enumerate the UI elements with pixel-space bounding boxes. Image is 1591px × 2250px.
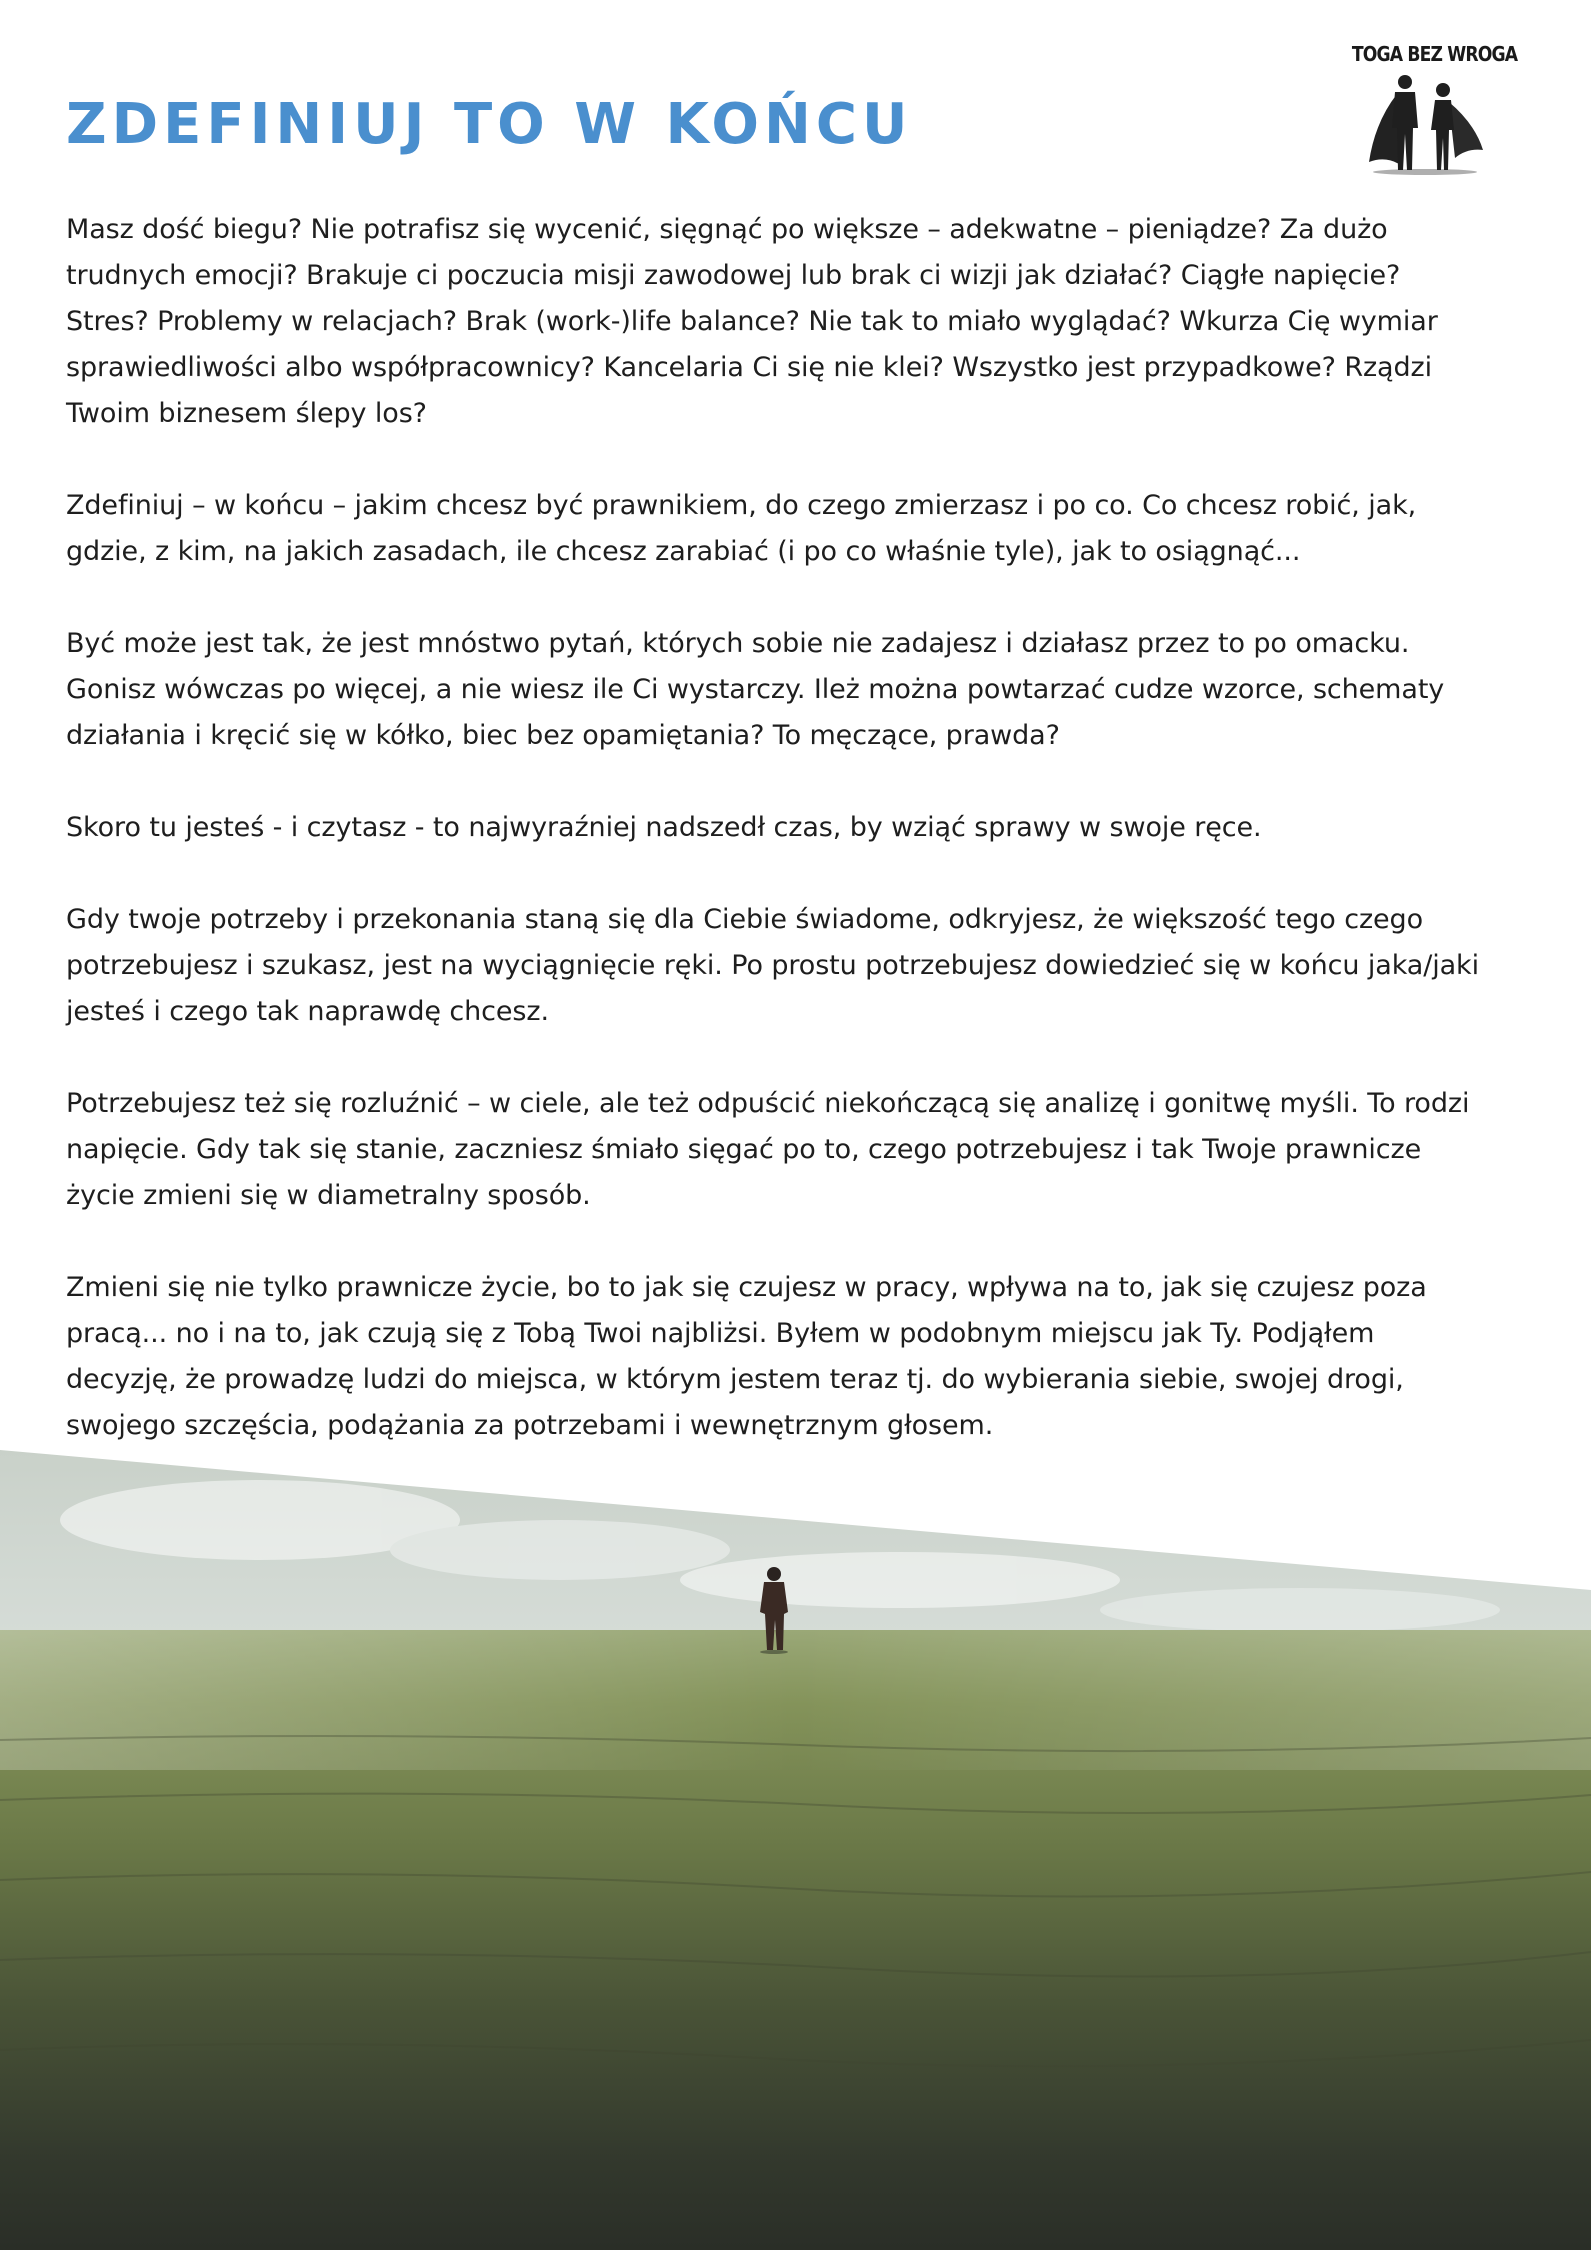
field-landscape-image [0,1440,1591,2250]
paragraph: Skoro tu jesteś - i czytasz - to najwyraźniej nadszedł czas, by wziąć sprawy w swoje ręce. [66,812,1262,843]
paragraph: Zdefiniuj – w końcu – jakim chcesz być prawnikiem, do czego zmierzasz i po co. Co chcesz robić, jak, gdzie, z kim, na jakich zasadach, ile chcesz zarabiać (i po co właśnie tyle), jak to osiągnąć... [66,490,1417,567]
superhero-lawyers-icon [1355,72,1495,176]
paragraph: Gdy twoje potrzeby i przekonania staną się dla Ciebie świadome, odkryjesz, że większość tego czego potrzebujesz i szukasz, jest na wyciągnięcie ręki. Po prostu potrzebujesz dowiedzieć się w końcu jaka/jaki jesteś i czego tak naprawdę chcesz. [66,904,1479,1027]
paragraph: Być może jest tak, że jest mnóstwo pytań, których sobie nie zadajesz i działasz przez to po omacku. Gonisz wówczas po więcej, a nie wiesz ile Ci wystarczy. Ileż można powtarzać cudze wzorce, schematy działania i kręcić się w kółko, biec bez opamiętania? To męczące, prawda? [66,628,1445,751]
brand-logo [1340,42,1518,192]
logo-text: TOGA BEZ WROGA [1351,42,1518,66]
article-body [66,207,1486,1495]
paragraph: Zmieni się nie tylko prawnicze życie, bo to jak się czujesz w pracy, wpływa na to, jak się czujesz poza pracą... no i na to, jak czują się z Tobą Twoi najbliżsi. Byłem w podobnym miejscu jak Ty. Podjąłem decyzję, że prowadzę ludzi do miejsca, w którym jestem teraz tj. do wybierania siebie, swojej drogi, swojego szczęścia, podążania za potrzebami i wewnętrznym głosem. [66,1272,1427,1441]
page-title: ZDEFINIUJ TO W KOŃCU [66,92,913,157]
paragraph: Potrzebujesz też się rozluźnić – w ciele, ale też odpuścić niekończącą się analizę i gonitwę myśli. To rodzi napięcie. Gdy tak się stanie, zaczniesz śmiało sięgać po to, czego potrzebujesz i tak Twoje prawnicze życie zmieni się w diametralny sposób. [66,1088,1470,1211]
paragraph: Masz dość biegu? Nie potrafisz się wycenić, sięgnąć po większe – adekwatne – pieniądze? Za dużo trudnych emocji? Brakuje ci poczucia misji zawodowej lub brak ci wizji jak działać? Ciągłe napięcie? Stres? Problemy w relacjach? Brak (work-)life balance? Nie tak to miało wyglądać? Wkurza Cię wymiar sprawiedliwości albo współpracownicy? Kancelaria Ci się nie klei? Wszystko jest przypadkowe? Rządzi Twoim biznesem ślepy los? [66,214,1438,429]
